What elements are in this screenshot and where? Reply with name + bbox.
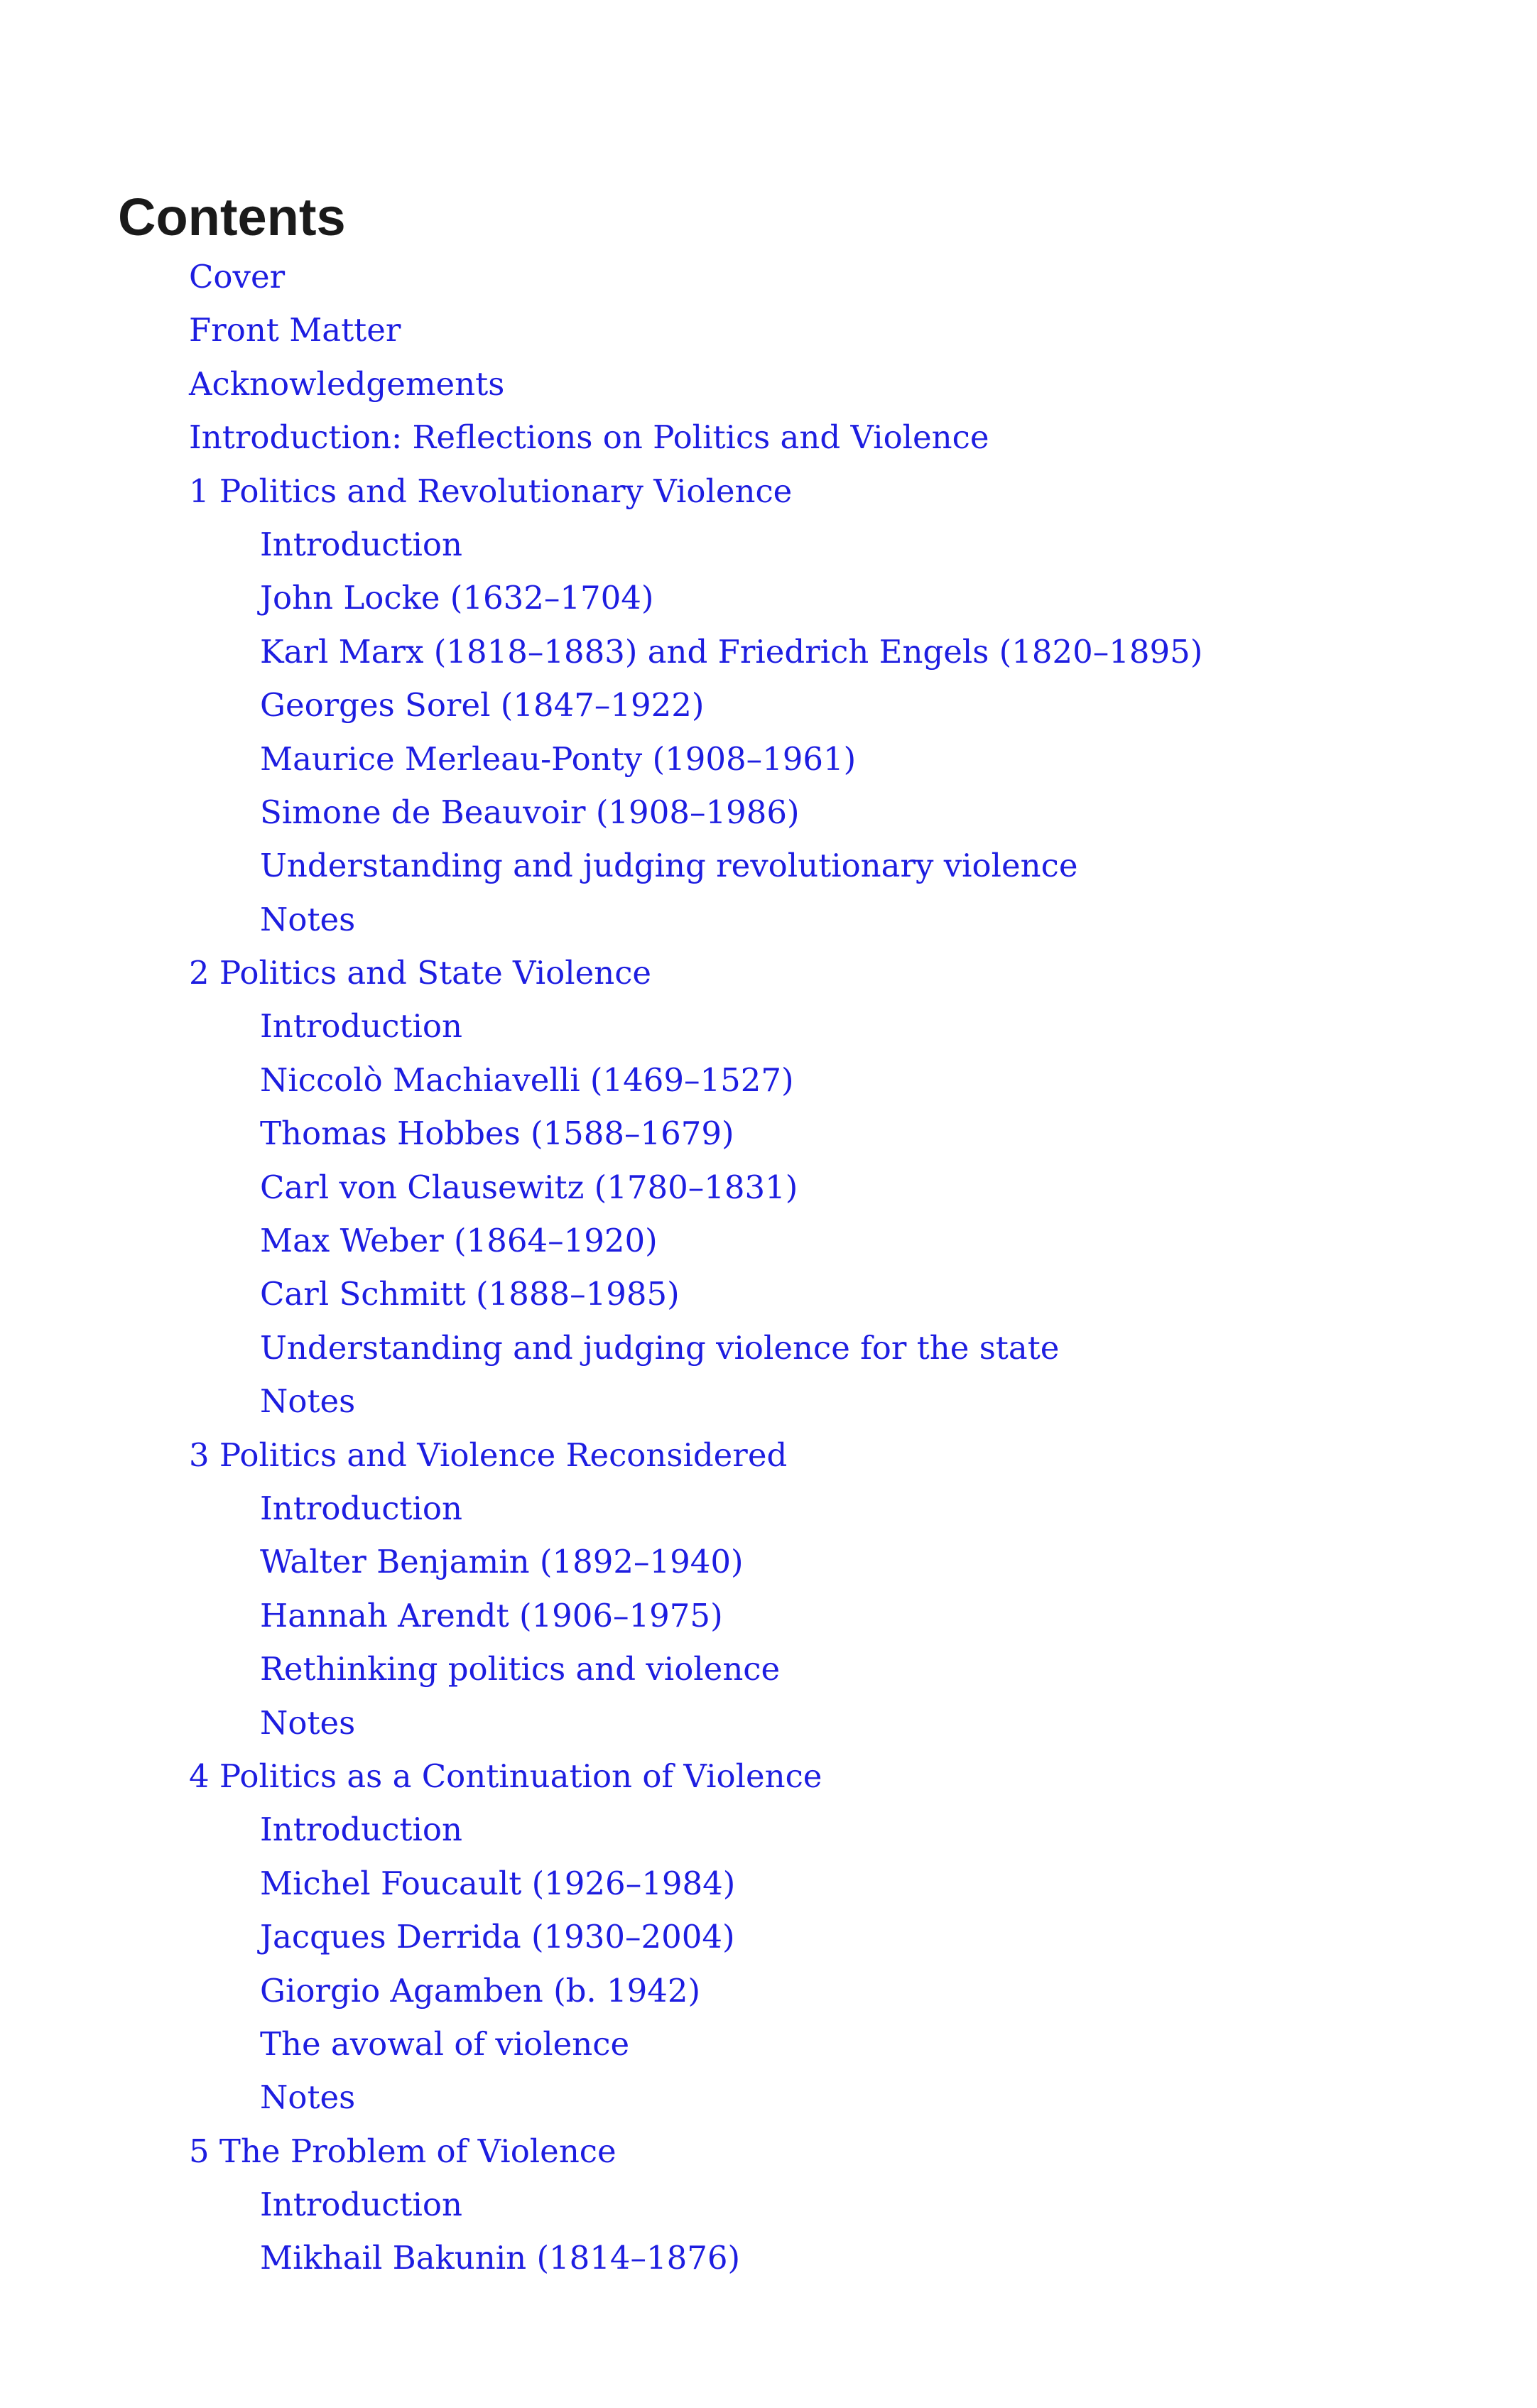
page-title: Contents xyxy=(118,188,346,246)
toc-chapter-link[interactable]: 3 Politics and Violence Reconsidered xyxy=(189,1436,788,1474)
toc-section-link[interactable]: Notes xyxy=(260,2078,356,2117)
toc-entry xyxy=(0,357,1537,411)
toc-section-link[interactable]: Introduction xyxy=(260,525,462,563)
toc-section-link[interactable]: Understanding and judging revolutionary violence xyxy=(260,847,1078,885)
toc-entry xyxy=(0,2178,1537,2231)
toc-entry xyxy=(0,893,1537,946)
toc-section-link[interactable]: John Locke (1632–1704) xyxy=(260,579,654,617)
toc-entry xyxy=(0,1589,1537,1642)
toc-entry xyxy=(0,1642,1537,1696)
toc-entry xyxy=(0,1964,1537,2017)
toc-section-link[interactable]: Introduction xyxy=(260,1489,462,1527)
toc-entry xyxy=(0,786,1537,839)
toc-entry xyxy=(0,518,1537,571)
toc-entry xyxy=(0,1321,1537,1374)
toc-section-link[interactable]: Karl Marx (1818–1883) and Friedrich Engels (1820–1895) xyxy=(260,632,1203,671)
toc-chapter-link[interactable]: Front Matter xyxy=(189,311,401,349)
toc-section-link[interactable]: Thomas Hobbes (1588–1679) xyxy=(260,1114,734,1153)
toc-section-link[interactable]: Mikhail Bakunin (1814–1876) xyxy=(260,2239,741,2277)
toc-entry xyxy=(0,1910,1537,1963)
toc-section-link[interactable]: Niccolò Machiavelli (1469–1527) xyxy=(260,1061,794,1099)
toc-section-link[interactable]: Max Weber (1864–1920) xyxy=(260,1222,658,1260)
table-of-contents xyxy=(0,250,1537,2285)
toc-section-link[interactable]: Notes xyxy=(260,900,356,938)
toc-section-link[interactable]: The avowal of violence xyxy=(260,2024,630,2063)
toc-entry xyxy=(0,1696,1537,1750)
toc-entry xyxy=(0,250,1537,303)
toc-entry xyxy=(0,465,1537,518)
toc-entry xyxy=(0,2125,1537,2178)
toc-chapter-link[interactable]: Introduction: Reflections on Politics and Violence xyxy=(189,418,989,457)
toc-entry xyxy=(0,732,1537,786)
toc-entry xyxy=(0,1428,1537,1482)
toc-entry xyxy=(0,839,1537,892)
toc-section-link[interactable]: Introduction xyxy=(260,1007,462,1046)
toc-entry xyxy=(0,625,1537,678)
toc-section-link[interactable]: Carl von Clausewitz (1780–1831) xyxy=(260,1168,798,1206)
toc-section-link[interactable]: Jacques Derrida (1930–2004) xyxy=(260,1918,735,1956)
toc-entry xyxy=(0,678,1537,732)
toc-section-link[interactable]: Georges Sorel (1847–1922) xyxy=(260,686,705,725)
toc-chapter-link[interactable]: 4 Politics as a Continuation of Violence xyxy=(189,1757,822,1795)
toc-entry xyxy=(0,1214,1537,1267)
toc-section-link[interactable]: Walter Benjamin (1892–1940) xyxy=(260,1543,744,1581)
toc-entry xyxy=(0,946,1537,999)
toc-entry xyxy=(0,1482,1537,1535)
toc-entry xyxy=(0,1857,1537,1910)
toc-entry xyxy=(0,2017,1537,2071)
toc-section-link[interactable]: Notes xyxy=(260,1382,356,1421)
toc-chapter-link[interactable]: Acknowledgements xyxy=(189,364,505,403)
toc-entry xyxy=(0,1053,1537,1107)
toc-entry xyxy=(0,1750,1537,1803)
toc-entry xyxy=(0,1267,1537,1320)
toc-section-link[interactable]: Carl Schmitt (1888–1985) xyxy=(260,1275,680,1313)
toc-section-link[interactable]: Rethinking politics and violence xyxy=(260,1650,781,1688)
toc-section-link[interactable]: Hannah Arendt (1906–1975) xyxy=(260,1596,723,1634)
toc-section-link[interactable]: Introduction xyxy=(260,2186,462,2224)
toc-section-link[interactable]: Simone de Beauvoir (1908–1986) xyxy=(260,793,800,831)
toc-entry xyxy=(0,999,1537,1053)
toc-section-link[interactable]: Notes xyxy=(260,1703,356,1742)
toc-entry xyxy=(0,571,1537,624)
toc-section-link[interactable]: Maurice Merleau-Ponty (1908–1961) xyxy=(260,739,857,778)
toc-entry xyxy=(0,1161,1537,1214)
toc-entry xyxy=(0,2231,1537,2284)
toc-entry xyxy=(0,411,1537,464)
toc-section-link[interactable]: Understanding and judging violence for the state xyxy=(260,1328,1060,1367)
toc-chapter-link[interactable]: 5 The Problem of Violence xyxy=(189,2132,617,2170)
toc-entry xyxy=(0,1374,1537,1428)
toc-chapter-link[interactable]: Cover xyxy=(189,258,286,295)
toc-chapter-link[interactable]: 1 Politics and Revolutionary Violence xyxy=(189,472,793,510)
toc-entry xyxy=(0,1107,1537,1160)
toc-entry xyxy=(0,2071,1537,2124)
toc-section-link[interactable]: Giorgio Agamben (b. 1942) xyxy=(260,1971,701,2010)
toc-entry xyxy=(0,1535,1537,1588)
toc-entry xyxy=(0,1803,1537,1856)
toc-section-link[interactable]: Michel Foucault (1926–1984) xyxy=(260,1864,736,1902)
toc-chapter-link[interactable]: 2 Politics and State Violence xyxy=(189,954,652,992)
toc-entry xyxy=(0,303,1537,357)
toc-section-link[interactable]: Introduction xyxy=(260,1811,462,1849)
